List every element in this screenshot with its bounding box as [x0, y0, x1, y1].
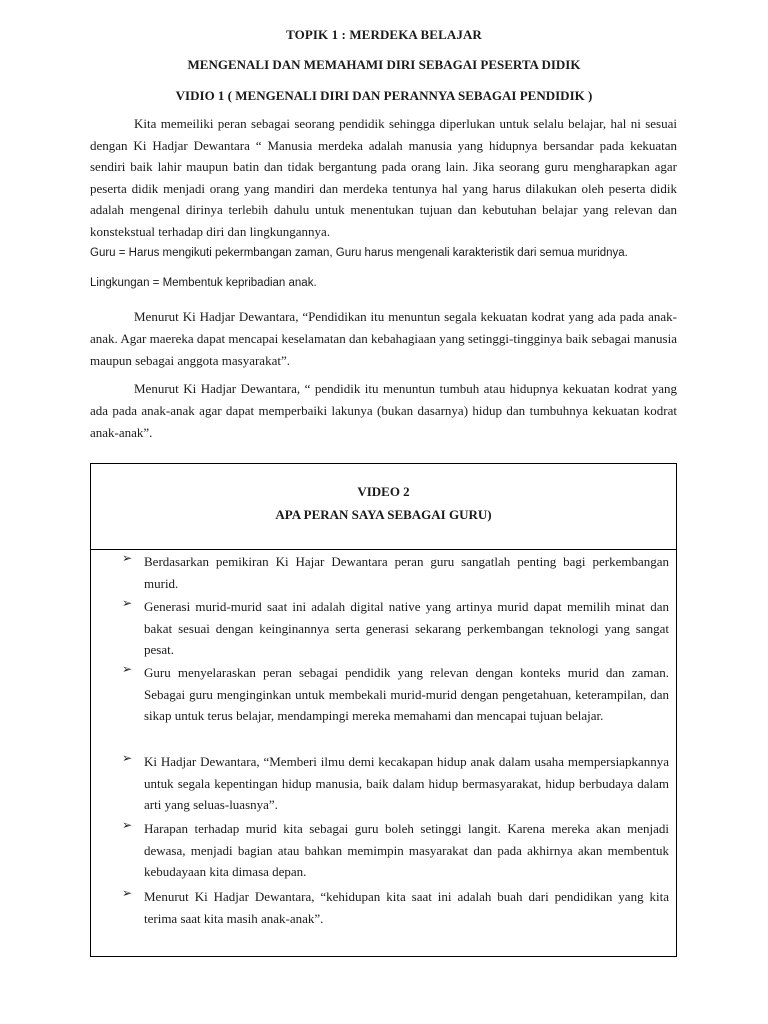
intro-paragraph: Kita memeiliki peran sebagai seorang pendidik sehingga diperlukan untuk selalu belajar, hal ni sesuai dengan Ki Hadjar Dewantara “ Manusia merdeka adalah manusia yang hidupnya bersandar pada kekuatan sendiri baik lahir maupun batin dan tidak bergantung pada orang lain. Jika seorang guru mengharapkan agar peserta didik menjadi orang yang mandiri dan merdeka tentunya hal yang harus dilakukan oleh peserta didik adalah mengenal dirinya terlebih dahulu untuk menentukan tujuan dan kebutuhan belajar yang relevan dan konstekstual terhadap diri dan lingkungannya. — [90, 116, 677, 239]
list-item-text: Harapan terhadap murid kita sebagai guru boleh setinggi langit. Karena mereka akan menjadi dewasa, menjadi bagian atau bahkan memimpin masyarakat dan pada akhirnya akan membentuk kebudayaan kita dimasa depan. — [144, 821, 669, 880]
list-item-text: Menurut Ki Hadjar Dewantara, “kehidupan kita saat ini adalah buah dari pendidikan yang kita terima saat kita masih anak-anak”. — [144, 889, 669, 926]
video2-header-cell — [91, 464, 676, 550]
video2-table — [90, 463, 677, 957]
arrow-bullet-icon: ➢ — [122, 662, 133, 676]
list-item-text: Guru menyelaraskan peran sebagai pendidik yang relevan dengan konteks murid dan zaman. Sebagai guru menginginkan untuk membekali murid-murid dengan pengetahuan, keterampilan, dan sikap untuk terus belajar, mendampingi mereka memahami dan mencapai tujuan belajar. — [144, 665, 669, 724]
video1-heading: VIDIO 1 ( MENGENALI DIRI DAN PERANNYA SEBAGAI PENDIDIK ) — [175, 88, 593, 103]
video2-title: VIDEO 2 — [357, 484, 410, 499]
arrow-bullet-icon: ➢ — [122, 818, 133, 832]
quote-paragraph-1: Menurut Ki Hadjar Dewantara, “Pendidikan itu menuntun segala kekuatan kodrat yang ada pada anak-anak. Agar maereka dapat mencapai keselamatan dan kebahagiaan yang setinggi-tingginya baik sebagai manusia maupun sebagai anggota masyarakat”. — [90, 309, 677, 368]
subtitle-heading: MENGENALI DAN MEMAHAMI DIRI SEBAGAI PESERTA DIDIK — [187, 57, 581, 72]
topic-heading: TOPIK 1 : MERDEKA BELAJAR — [286, 27, 482, 42]
list-item-text: Berdasarkan pemikiran Ki Hajar Dewantara peran guru sangatlah penting bagi perkembangan murid. — [144, 554, 669, 591]
lingkungan-definition: Lingkungan = Membentuk kepribadian anak. — [90, 277, 317, 289]
video2-subtitle: APA PERAN SAYA SEBAGAI GURU) — [275, 507, 492, 522]
arrow-bullet-icon: ➢ — [122, 596, 133, 610]
guru-definition: Guru = Harus mengikuti pekermbangan zaman, Guru harus mengenali karakteristik dari semua muridnya. — [90, 247, 628, 259]
arrow-bullet-icon: ➢ — [122, 886, 133, 900]
list-item-text: Generasi murid-murid saat ini adalah digital native yang artinya murid dapat memilih minat dan bakat sesuai dengan keinginannya serta generasi sekarang perkembangan teknologi yang sangat pesat. — [144, 599, 669, 658]
arrow-bullet-icon: ➢ — [122, 551, 133, 565]
list-item-text: Ki Hadjar Dewantara, “Memberi ilmu demi kecakapan hidup anak dalam usaha mempersiapkannya untuk segala kepentingan hidup manusia, baik dalam hidup bermasyarakat, hidup berbudaya dalam arti yang seluas-luasnya”. — [144, 754, 669, 813]
quote-paragraph-2: Menurut Ki Hadjar Dewantara, “ pendidik itu menuntun tumbuh atau hidupnya kekuatan kodrat yang ada pada anak-anak agar dapat memperbaiki lakunya (bukan dasarnya) hidup dan tumbuhnya kekuatan kodrat anak-anak”. — [90, 381, 677, 440]
arrow-bullet-icon: ➢ — [122, 751, 133, 765]
